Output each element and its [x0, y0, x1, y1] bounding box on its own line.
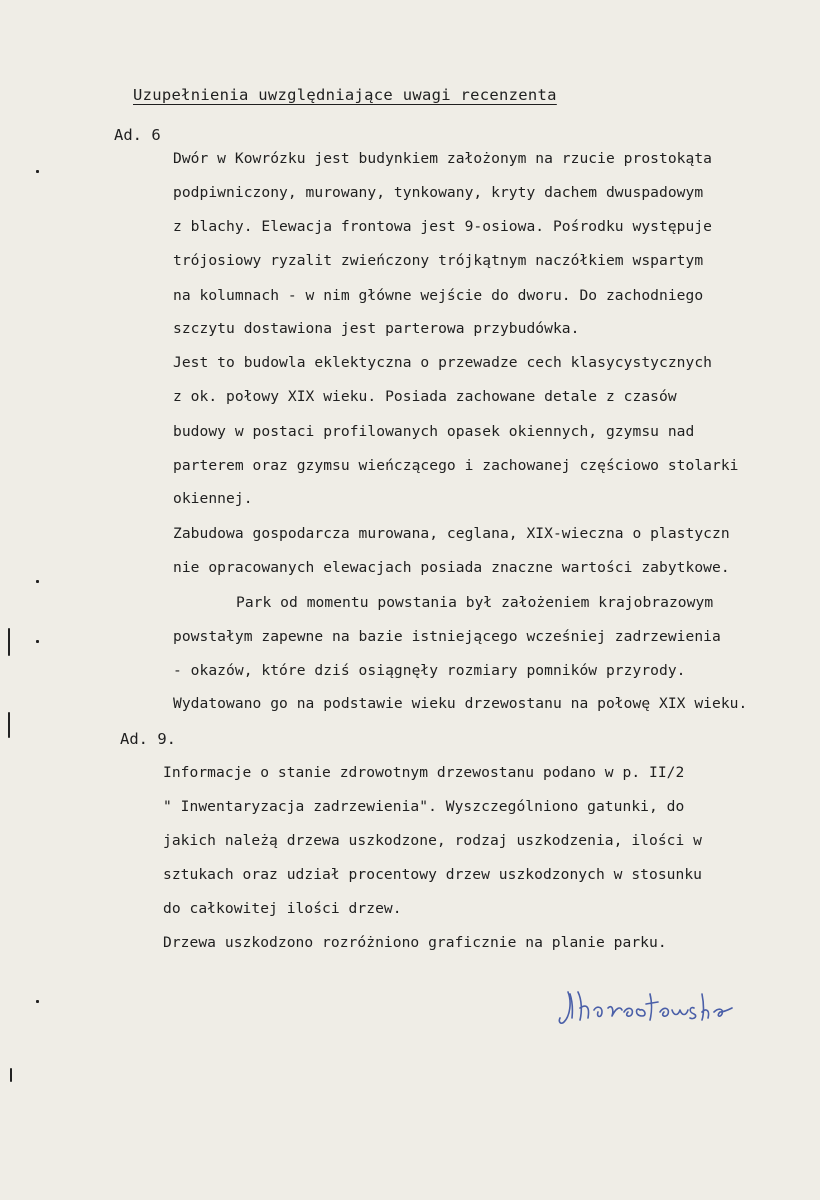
text-line: szczytu dostawiona jest parterowa przybudówka. [173, 320, 580, 337]
text-line: powstałym zapewne na bazie istniejącego wcześniej zadrzewienia [173, 628, 721, 645]
document-title: Uzupełnienia uwzględniające uwagi recenzenta [133, 86, 557, 104]
text-line: Informacje o stanie zdrowotnym drzewostanu podano w p. II/2 [163, 764, 685, 781]
text-line: z ok. połowy XIX wieku. Posiada zachowane detale z czasów [173, 388, 677, 405]
text-line: jakich należą drzewa uszkodzone, rodzaj uszkodzenia, ilości w [163, 832, 703, 849]
text-line: Park od momentu powstania był założeniem krajobrazowym [236, 594, 714, 611]
punch-mark [8, 712, 10, 738]
text-line: sztukach oraz udział procentowy drzew uszkodzonych w stosunku [163, 866, 703, 883]
text-line: Dwór w Kowrózku jest budynkiem założonym na rzucie prostokąta [173, 150, 713, 167]
text-line: z blachy. Elewacja frontowa jest 9-osiowa. Pośrodku występuje [173, 218, 713, 235]
handwritten-signature [556, 982, 736, 1034]
text-line: Drzewa uszkodzono rozróżniono graficznie na planie parku. [163, 934, 667, 951]
margin-dot [36, 640, 39, 643]
text-line: Zabudowa gospodarcza murowana, ceglana, XIX-wieczna o plastyczn [173, 525, 730, 542]
punch-mark [10, 1068, 12, 1082]
text-line: - okazów, które dziś osiągnęły rozmiary pomników przyrody. [173, 662, 686, 679]
text-line: nie opracowanych elewacjach posiada znaczne wartości zabytkowe. [173, 559, 730, 576]
text-line: na kolumnach - w nim główne wejście do dworu. Do zachodniego [173, 287, 704, 304]
text-line: Jest to budowla eklektyczna o przewadze cech klasycystycznych [173, 354, 713, 371]
margin-dot [36, 170, 39, 173]
text-line: budowy w postaci profilowanych opasek okiennych, gzymsu nad [173, 423, 695, 440]
section-label: Ad. 9. [120, 730, 176, 748]
text-line: okiennej. [173, 490, 253, 507]
text-line: Wydatowano go na podstawie wieku drzewostanu na połowę XIX wieku. [173, 695, 748, 712]
margin-dot [36, 580, 39, 583]
text-line: " Inwentaryzacja zadrzewienia". Wyszczególniono gatunki, do [163, 798, 685, 815]
text-line: parterem oraz gzymsu wieńczącego i zachowanej częściowo stolarki [173, 457, 739, 474]
text-line: do całkowitej ilości drzew. [163, 900, 402, 917]
margin-dot [36, 1000, 39, 1003]
text-line: podpiwniczony, murowany, tynkowany, kryty dachem dwuspadowym [173, 184, 704, 201]
text-line: trójosiowy ryzalit zwieńczony trójkątnym naczółkiem wspartym [173, 252, 704, 269]
section-label: Ad. 6 [114, 126, 161, 144]
punch-mark [8, 628, 10, 656]
